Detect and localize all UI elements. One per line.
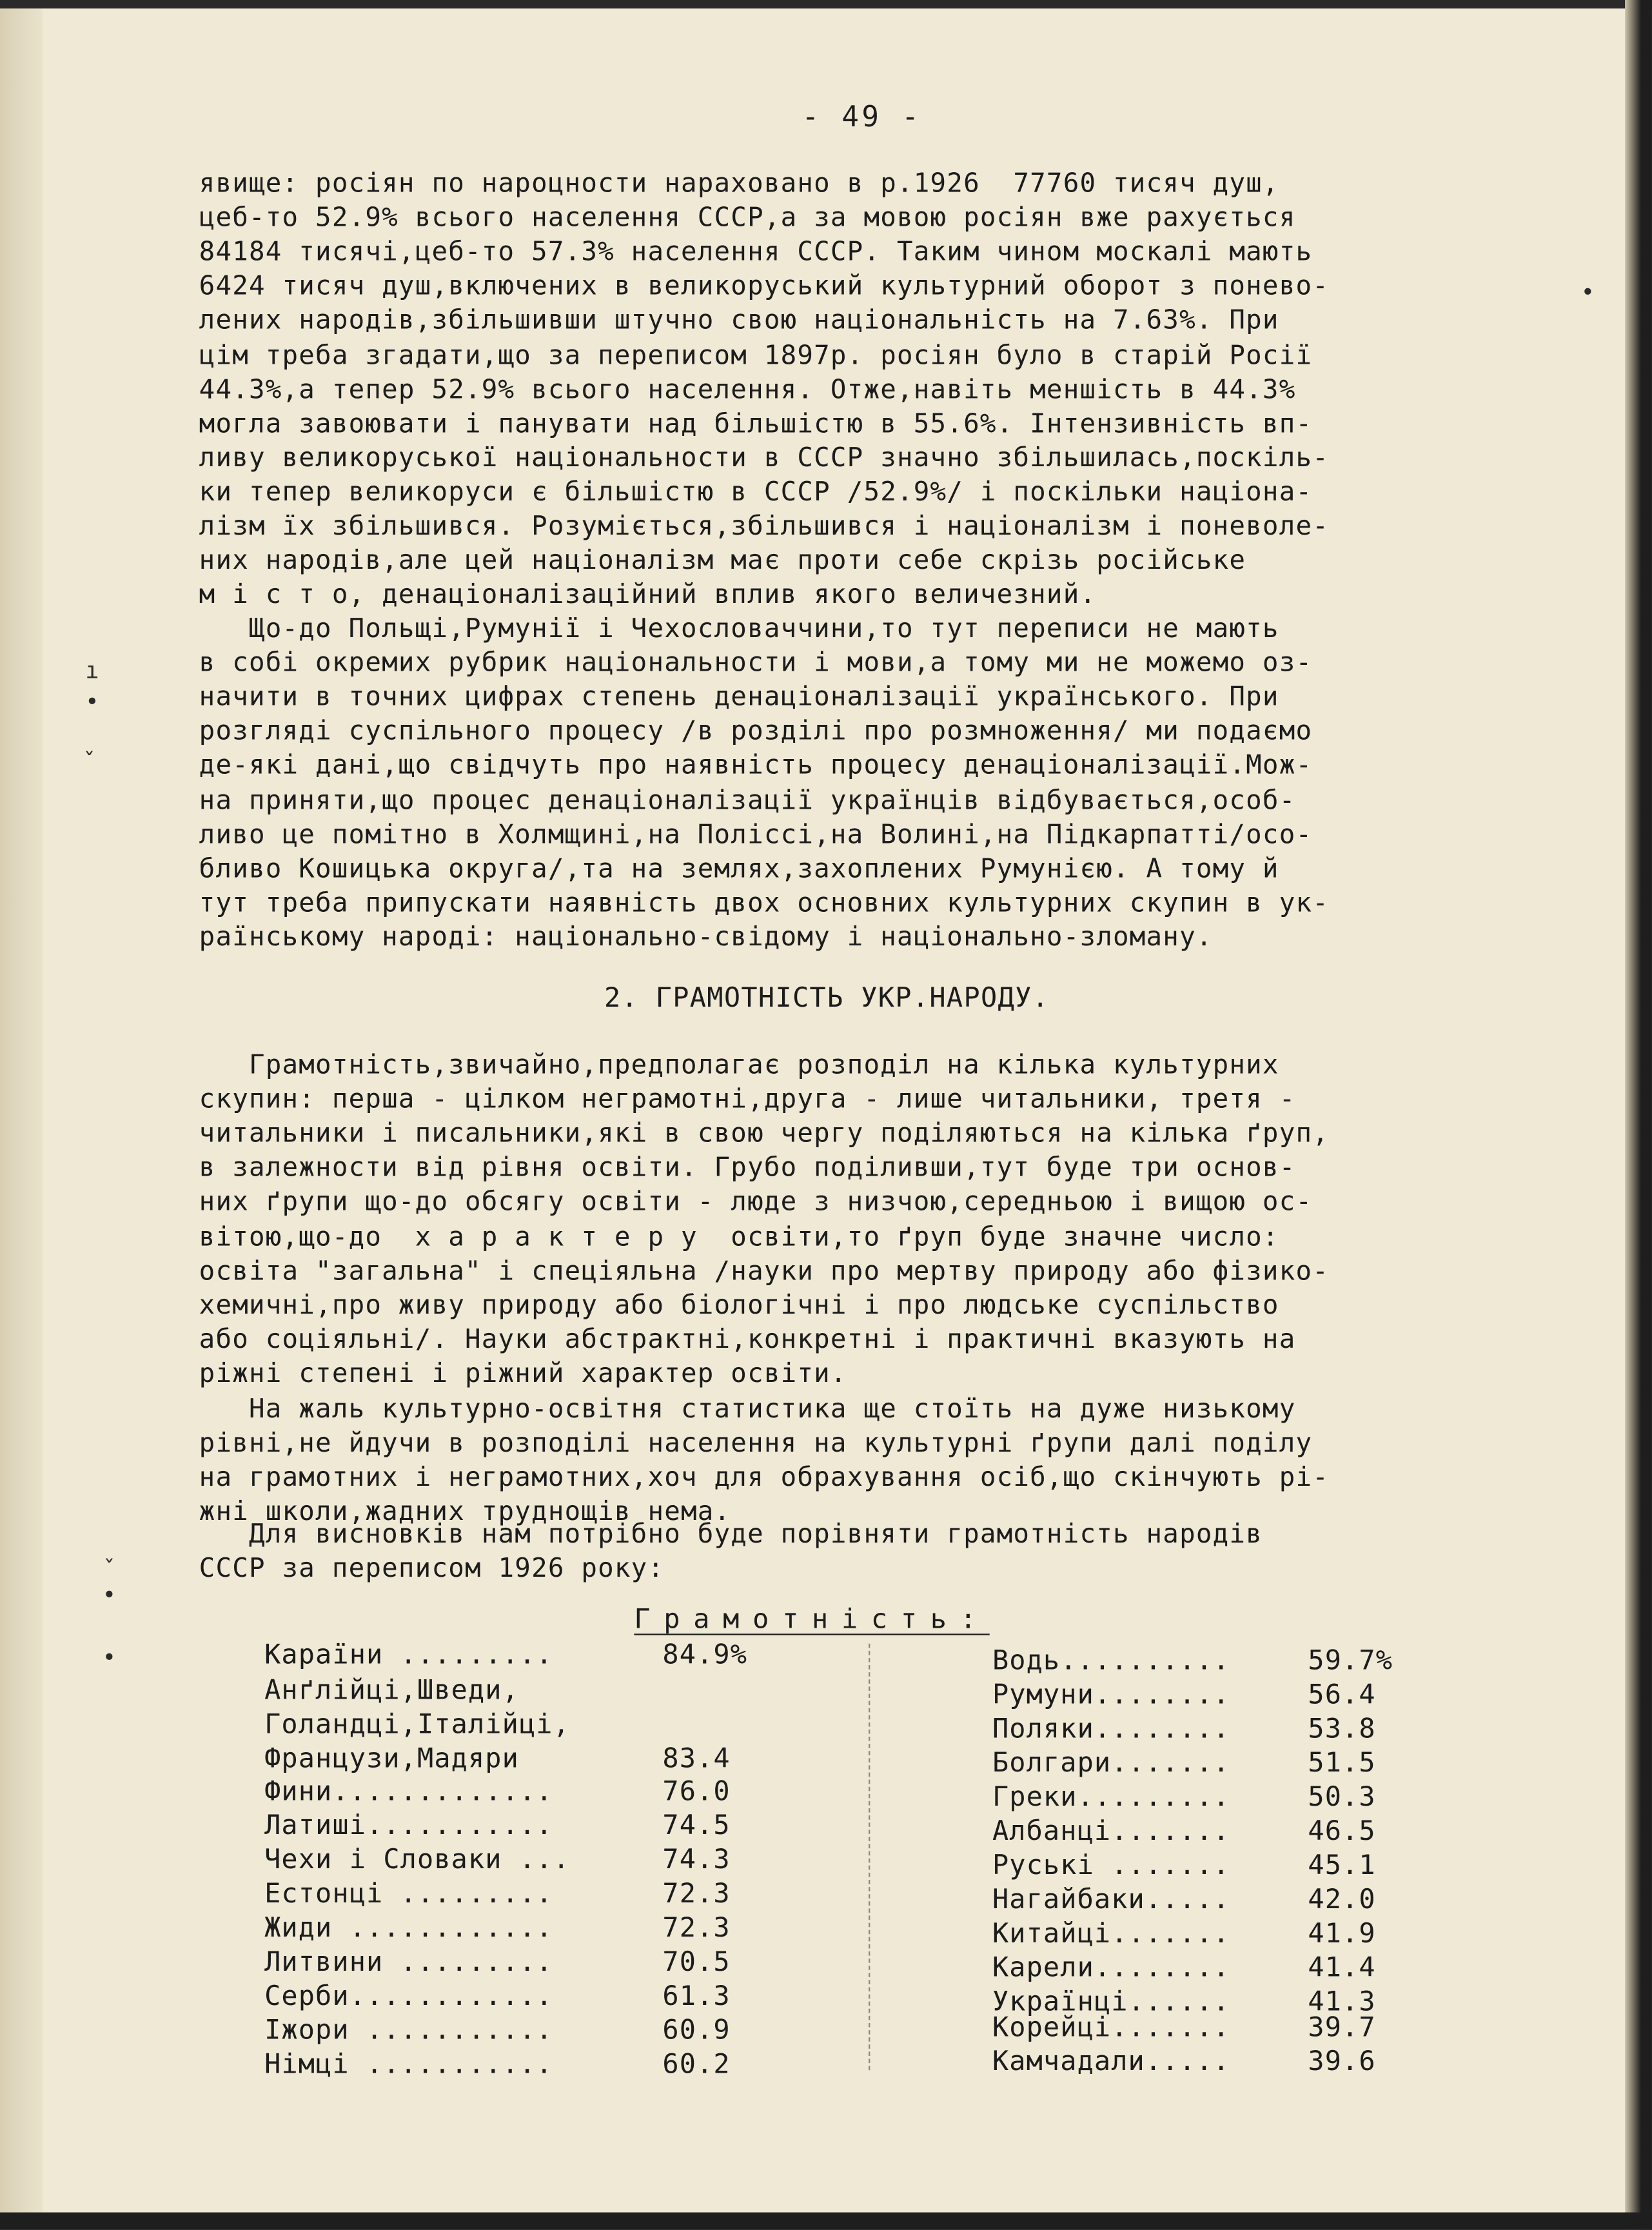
scan-edge-bottom bbox=[0, 2213, 1652, 2229]
table-row-name: Руські ....... bbox=[992, 1850, 1230, 1881]
paragraph1-line: лізм їх збільшився. Розуміється,збільшився і націоналізм і поневоле- bbox=[199, 511, 1330, 542]
table-row-value: 39.7 bbox=[1308, 2011, 1376, 2044]
table-row-value: 59.7% bbox=[1308, 1644, 1393, 1677]
table-row-value: 51.5 bbox=[1308, 1747, 1376, 1779]
paragraph3-line: Грамотність,звичайно,предполагає розподіл на кілька культурних bbox=[199, 1051, 1279, 1081]
paragraph3-line: в залежности від рівня освіти. Грубо поділивши,тут буде три основ- bbox=[199, 1153, 1296, 1184]
table-row-name: Чехи і Словаки ... bbox=[264, 1844, 570, 1876]
paragraph2-line: начити в точних цифрах степень денаціоналізації українського. При bbox=[199, 682, 1279, 713]
paragraph5-line: Для висновків нам потрібно буде порівняти грамотність народів bbox=[199, 1519, 1263, 1550]
table-row-name: Фини............. bbox=[264, 1775, 553, 1808]
paragraph3-line: або соціяльні/. Науки абстрактні,конкретні і практичні вказують на bbox=[199, 1325, 1296, 1355]
paragraph1-line: цім треба згадати,що за переписом 1897р. росіян було в старій Росії bbox=[199, 340, 1313, 371]
paragraph3-line: ріжні степені і ріжний характер освіти. bbox=[199, 1359, 847, 1389]
paragraph3-line: них ґрупи що-до обсягу освіти - люде з низчою,середньою і вищою ос- bbox=[199, 1187, 1313, 1218]
paragraph1-line: ливу великоруської національности в СССР значно збільшилась,поскіль- bbox=[199, 443, 1330, 473]
table-row-name: Водь.......... bbox=[992, 1644, 1230, 1677]
table-row-value: 83.4 bbox=[662, 1743, 731, 1775]
margin-mark: ˇ bbox=[82, 747, 97, 775]
table-row-value: 53.8 bbox=[1308, 1713, 1376, 1745]
table-row-value: 46.5 bbox=[1308, 1815, 1376, 1848]
table-row-name: Болгари....... bbox=[992, 1747, 1230, 1779]
margin-mark: • bbox=[102, 1643, 117, 1671]
table-row-name: Камчадали..... bbox=[992, 2046, 1230, 2078]
margin-mark: • bbox=[85, 688, 99, 716]
paragraph1-line: явище: росіян по нароцности нараховано в р.1926 77760 тисяч душ, bbox=[199, 169, 1279, 199]
paragraph1-line: ки тепер великоруси є більшістю в СССР /52.9%/ і поскільки націона- bbox=[199, 477, 1313, 508]
table-row-name: Українці...... bbox=[992, 1986, 1230, 2018]
table-row-value: 50.3 bbox=[1308, 1781, 1376, 1813]
table-row-value: 45.1 bbox=[1308, 1850, 1376, 1881]
table-row-name: Жиди ............ bbox=[264, 1912, 553, 1944]
table-row-value: 74.5 bbox=[662, 1810, 731, 1842]
table-row-value: 41.4 bbox=[1308, 1952, 1376, 1984]
paragraph1-line: лених народів,збільшивши штучно свою національність на 7.63%. При bbox=[199, 306, 1279, 337]
paragraph2-line: де-які дані,що свідчуть про наявність процесу денаціоналізації.Мож- bbox=[199, 751, 1313, 782]
table-row-value: 74.3 bbox=[662, 1844, 731, 1876]
table-row-value: 41.3 bbox=[1308, 1986, 1376, 2018]
table-row-name: Серби............ bbox=[264, 1980, 553, 2012]
table-row-name: Нагайбаки..... bbox=[992, 1884, 1230, 1915]
table-title: Грамотність: bbox=[634, 1604, 990, 1635]
page-number: - 49 - bbox=[801, 99, 922, 134]
table-row-value: 56.4 bbox=[1308, 1679, 1376, 1711]
paragraph2-line: тут треба припускати наявність двох основних культурних скупин в ук- bbox=[199, 888, 1330, 918]
table-row-name: Литвини ......... bbox=[264, 1946, 553, 1978]
table-row-value: 76.0 bbox=[662, 1775, 731, 1808]
paragraph1-line: них народів,але цей націоналізм має проти себе скрізь російське bbox=[199, 546, 1246, 577]
table-row-value: 72.3 bbox=[662, 1912, 731, 1944]
table-row-name: Греки......... bbox=[992, 1781, 1230, 1813]
table-row-name: Карели........ bbox=[992, 1952, 1230, 1984]
table-row-name: Голандці,Італійці, bbox=[264, 1709, 570, 1741]
paragraph1-line: могла завоювати і панувати над більшістю в 55.6%. Інтензивність вп- bbox=[199, 409, 1313, 439]
margin-mark: ı bbox=[85, 656, 99, 684]
table-row-value: 84.9% bbox=[662, 1639, 748, 1671]
scan-edge-right bbox=[1625, 0, 1652, 2229]
paragraph4-line: На жаль культурно-освітня статистика ще стоїть на дуже низькому bbox=[199, 1394, 1296, 1425]
paragraph1-line: 84184 тисячі,цеб-то 57.3% населення СССР. Таким чином москалі мають bbox=[199, 237, 1313, 268]
paragraph2-line: на приняти,що процес денаціоналізації українців відбувається,особ- bbox=[199, 785, 1296, 816]
table-row-value: 41.9 bbox=[1308, 1918, 1376, 1949]
paragraph5-line: СССР за переписом 1926 року: bbox=[199, 1554, 665, 1584]
paragraph2-line: в собі окремих рубрик національности і мови,а тому ми не можемо оз- bbox=[199, 648, 1313, 678]
table-row-value: 72.3 bbox=[662, 1878, 731, 1910]
table-row-name: Караїни ......... bbox=[264, 1639, 553, 1671]
scan-edge-top bbox=[0, 0, 1652, 8]
paragraph4-line: жні школи,жадних труднощів нема. bbox=[199, 1497, 731, 1528]
paragraph3-line: освіта "загальна" і спеціяльна /науки про мертву природу або фізико- bbox=[199, 1256, 1330, 1287]
table-row-name: Поляки........ bbox=[992, 1713, 1230, 1745]
paragraph2-line: раїнському народі: національно-свідому і національно-зломану. bbox=[199, 922, 1213, 952]
table-row-name: Корейці....... bbox=[992, 2011, 1230, 2044]
paragraph4-line: рівні,не йдучи в розподілі населення на культурні ґрупи далі поділу bbox=[199, 1429, 1313, 1459]
paragraph1-line: цеб-то 52.9% всього населення СССР,а за мовою росіян вже рахується bbox=[199, 203, 1296, 233]
paragraph1-line: м і с т о, денаціоналізаційний вплив якого величезний. bbox=[199, 580, 1097, 611]
paragraph1-line: 44.3%,а тепер 52.9% всього населення. Отже,навіть меншість в 44.3% bbox=[199, 375, 1296, 405]
table-row-name: Анґлійці,Шведи, bbox=[264, 1675, 519, 1706]
margin-mark: • bbox=[102, 1581, 117, 1608]
table-row-name: Німці ........... bbox=[264, 2049, 553, 2080]
table-row-value: 42.0 bbox=[1308, 1884, 1376, 1915]
table-row-value: 60.2 bbox=[662, 2049, 731, 2080]
section-heading: 2. ГРАМОТНІСТЬ УКР.НАРОДУ. bbox=[604, 982, 1050, 1014]
table-row-value: 70.5 bbox=[662, 1946, 731, 1978]
table-row-name: Естонці ......... bbox=[264, 1878, 553, 1910]
table-row-name: Румуни........ bbox=[992, 1679, 1230, 1711]
table-divider bbox=[869, 1644, 873, 2070]
paragraph2-line: ливо це помітно в Холмщині,на Поліссі,на Волині,на Підкарпатті/осо- bbox=[199, 820, 1313, 850]
table-row-value: 39.6 bbox=[1308, 2046, 1376, 2078]
table-row-value: 60.9 bbox=[662, 2015, 731, 2046]
table-row-name: Китайці....... bbox=[992, 1918, 1230, 1949]
table-row-name: Албанці....... bbox=[992, 1815, 1230, 1848]
paragraph3-line: скупин: перша - цілком неграмотні,друга - лише читальники, третя - bbox=[199, 1085, 1296, 1115]
paragraph1-line: 6424 тисяч душ,включених в великоруський культурний оборот з понево- bbox=[199, 271, 1330, 302]
paragraph3-line: вітою,що-до х а р а к т е р у освіти,то ґруп буде значне число: bbox=[199, 1222, 1279, 1252]
paragraph3-line: хемичні,про живу природу або біологічні і про людське суспільство bbox=[199, 1290, 1279, 1321]
binding-margin bbox=[0, 8, 43, 2212]
table-row-value: 61.3 bbox=[662, 1980, 731, 2012]
margin-mark: • bbox=[1580, 279, 1595, 306]
paragraph2-line: розгляді суспільного процесу /в розділі про розмноження/ ми подаємо bbox=[199, 716, 1313, 747]
paragraph3-line: читальники і писальники,які в свою чергу поділяються на кілька ґруп, bbox=[199, 1119, 1330, 1149]
paragraph4-line: на грамотних і неграмотних,хоч для обрахування осіб,що скінчують рі- bbox=[199, 1463, 1330, 1494]
table-row-name: Латиші........... bbox=[264, 1810, 553, 1842]
table-row-name: Іжори ........... bbox=[264, 2015, 553, 2046]
paragraph2-line: бливо Кошицька округа/,та на землях,захоплених Румунією. А тому й bbox=[199, 854, 1279, 884]
paragraph2-line: Що-до Польщі,Румунії і Чехословаччини,то тут переписи не мають bbox=[199, 614, 1279, 644]
margin-mark: ˇ bbox=[102, 1555, 117, 1583]
table-row-name: Французи,Мадяри bbox=[264, 1743, 519, 1775]
